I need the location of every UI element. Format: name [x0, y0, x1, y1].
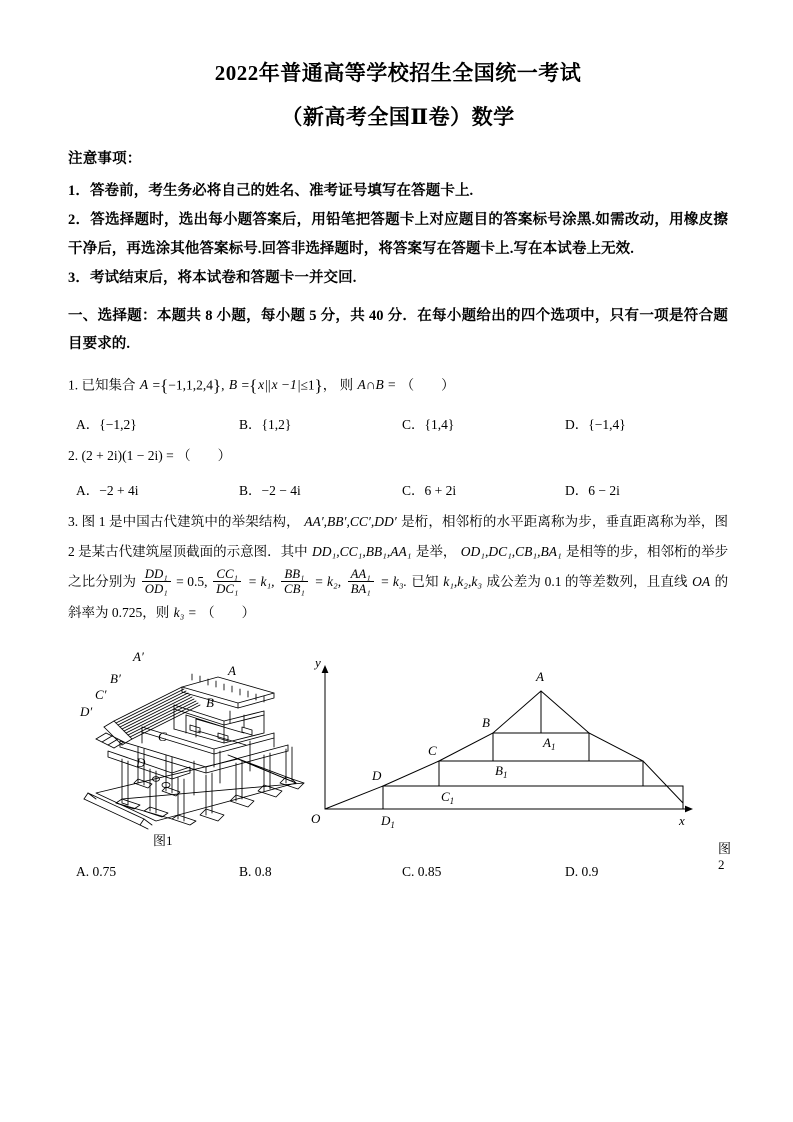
figure-1-label-d-prime: D′: [80, 704, 93, 720]
brace-open-a: {: [160, 375, 169, 395]
fraction-1-value: = 0.5,: [176, 573, 208, 589]
figure-1-label-b: B: [206, 695, 214, 711]
figure-1-caption: 图1: [153, 833, 173, 849]
question-1-option-a[interactable]: A．{−1,2}: [76, 416, 137, 432]
question-3-k-sequence: k₁,k₂,k₃: [443, 573, 483, 589]
question-1-abs-expr: x −1: [271, 377, 297, 393]
question-3-number: 3.: [68, 514, 79, 530]
figure-1-label-a-prime: A′: [133, 649, 144, 665]
question-3-text-1: 图 1 是中国古代建筑中的举架结构，: [81, 514, 300, 530]
question-3-beams-2: DD₁,CC₁,BB₁,AA₁: [312, 544, 412, 560]
question-1-answer-paren: （ ）: [400, 377, 455, 393]
question-2-option-b[interactable]: B．−2 − 4i: [239, 483, 301, 499]
brace-close-b: }: [314, 375, 323, 395]
figure-2-label-b1: $B_1$: [495, 763, 508, 781]
figure-2-label-c1: $C_1$: [441, 789, 455, 807]
figure-2-label-d1: $D_1$: [381, 813, 395, 831]
notice-item-3: 3．考试结束后，将本试卷和答题卡一并交回.: [68, 269, 357, 286]
page-title: 2022年普通高等学校招生全国统一考试: [214, 61, 582, 85]
figure-1-label-a: A: [228, 663, 236, 679]
question-2-options: [68, 479, 728, 499]
question-3-options: [68, 864, 728, 880]
figure-2-label-origin: O: [311, 811, 321, 827]
figure-2-label-c: C: [428, 743, 437, 759]
question-1-result: A∩B =: [357, 377, 397, 393]
question-1-options: [68, 413, 728, 433]
question-2-option-a[interactable]: A．−2 + 4i: [76, 483, 139, 499]
question-3: [68, 507, 728, 627]
question-3-fraction-2: [213, 567, 241, 597]
question-1-then: 则: [339, 377, 354, 393]
figure-2-label-b: B: [482, 715, 490, 731]
fraction-2-value: = k₁,: [247, 573, 275, 589]
figure-2-drawing: [293, 651, 713, 836]
figure-1-drawing: [78, 643, 328, 833]
question-3-line-oa: OA: [692, 573, 711, 589]
equals-sign-2: =: [241, 377, 250, 393]
figure-1-label-c: C: [158, 729, 167, 745]
notice-item-1: 1．答卷前，考生务必将自己的姓名、准考证号填写在答题卡上.: [68, 183, 474, 199]
page-subtitle: （新高考全国Ⅱ卷）数学: [281, 104, 515, 129]
figure-2-axis-y-label: y: [315, 655, 321, 671]
fraction-3-numerator: BB₁: [281, 567, 308, 582]
question-3-option-a[interactable]: A. 0.75: [76, 864, 117, 880]
question-1-option-c[interactable]: C．{1,4}: [402, 416, 455, 432]
question-1-stem: 已知集合: [81, 377, 136, 393]
pipe-separator: |: [265, 377, 268, 393]
fraction-3-value: = k₂,: [314, 573, 342, 589]
notice-item-2: 2．答选择题时，选出每小题答案后，用铅笔把答题卡上对应题目的答案标号涂黑.如需改动，用橡皮擦干净后，再选涂其他答案标号.回答非选择题时，将答案写在答题卡上.写在本试卷上无效.: [68, 212, 728, 257]
question-2-number: 2.: [68, 447, 79, 463]
section-heading-choice: 一、选择题：本题共 8 小题，每小题 5 分，共 40 分．在每小题给出的四个选项中，只有一项是符合题目要求的.: [68, 308, 728, 353]
question-3-option-b[interactable]: B. 0.8: [239, 864, 272, 880]
question-3-answer-paren: （ ）: [201, 604, 256, 620]
question-3-k3: k₃ =: [173, 604, 197, 620]
comma-2: ，: [322, 377, 337, 393]
fraction-2-numerator: CC₁: [213, 567, 241, 582]
page-content: [68, 58, 732, 884]
question-1-option-d[interactable]: D．{−1,4}: [565, 416, 626, 432]
figure-1-label-c-prime: C′: [95, 687, 107, 703]
brace-close-a: }: [212, 375, 222, 395]
comma-1: ,: [221, 377, 225, 393]
figure-2-label-a: A: [536, 669, 544, 685]
fraction-1-denominator: OD₁: [144, 582, 168, 597]
question-3-text-5: 已知: [411, 573, 439, 589]
figure-2-label-d: D: [372, 768, 382, 784]
question-1: [68, 367, 728, 404]
question-3-fraction-3: [281, 567, 308, 597]
question-2-option-d[interactable]: D．6 − 2i: [565, 483, 620, 499]
question-3-text-7: 的斜率为 0.725，则: [68, 573, 729, 620]
question-3-text-2: 是桁，相邻桁的水平距离称为步，垂直距离称为举，图 2 是某古代建筑屋顶截面的示意图．其中: [68, 514, 729, 560]
question-3-text-3: 是举，: [415, 544, 457, 560]
question-3-text-4: 是相等的步，相邻桁的举步之比分别为: [68, 544, 729, 589]
question-3-option-d[interactable]: D. 0.9: [565, 864, 599, 880]
fraction-4-numerator: AA₁: [348, 567, 374, 582]
question-3-fraction-1: [142, 567, 171, 597]
question-1-option-b[interactable]: B．{1,2}: [239, 416, 292, 432]
equals-sign-1: =: [152, 377, 161, 393]
question-1-set-a-elements: −1,1,2,4: [168, 377, 213, 393]
question-2: [68, 441, 728, 471]
fraction-4-value: = k₃.: [380, 573, 407, 589]
abs-close: |: [297, 377, 301, 393]
figure-2-axis-x-label: x: [679, 813, 685, 829]
fraction-4-denominator: BA₁: [350, 582, 371, 597]
question-3-fraction-4: [348, 567, 374, 597]
question-3-beams-1: AA′,BB′,CC′,DD′: [304, 514, 397, 530]
question-2-expression: (2 + 2i)(1 − 2i) =: [81, 447, 174, 463]
fraction-3-denominator: CB₁: [284, 582, 305, 597]
figure-2-caption: 图2: [718, 841, 732, 873]
question-1-cond: ≤1: [300, 377, 315, 393]
fraction-1-numerator: DD₁: [142, 567, 171, 582]
question-1-number: 1.: [68, 377, 79, 393]
document-title-block: [68, 58, 728, 133]
abs-open: |: [267, 377, 271, 393]
question-3-text-6: 成公差为 0.1 的等差数列，且直线: [486, 573, 688, 589]
figure-1-label-b-prime: B′: [110, 671, 121, 687]
question-2-option-c[interactable]: C．6 + 2i: [402, 483, 457, 499]
figure-1-label-d: D: [136, 755, 146, 771]
question-1-set-b: B: [228, 377, 238, 393]
figure-2-label-a1: $A_1$: [543, 735, 556, 753]
notice-heading: 注意事项：: [68, 151, 142, 167]
question-1-set-a: A: [139, 377, 149, 393]
brace-open-b: {: [249, 375, 258, 395]
question-1-set-b-var: x: [258, 377, 265, 393]
question-3-option-c[interactable]: C. 0.85: [402, 864, 442, 880]
fraction-2-denominator: DC₁: [216, 582, 239, 597]
question-3-beams-3: OD₁,DC₁,CB₁,BA₁: [460, 544, 562, 560]
question-2-answer-paren: （ ）: [177, 447, 232, 463]
figure-1: [78, 643, 328, 849]
